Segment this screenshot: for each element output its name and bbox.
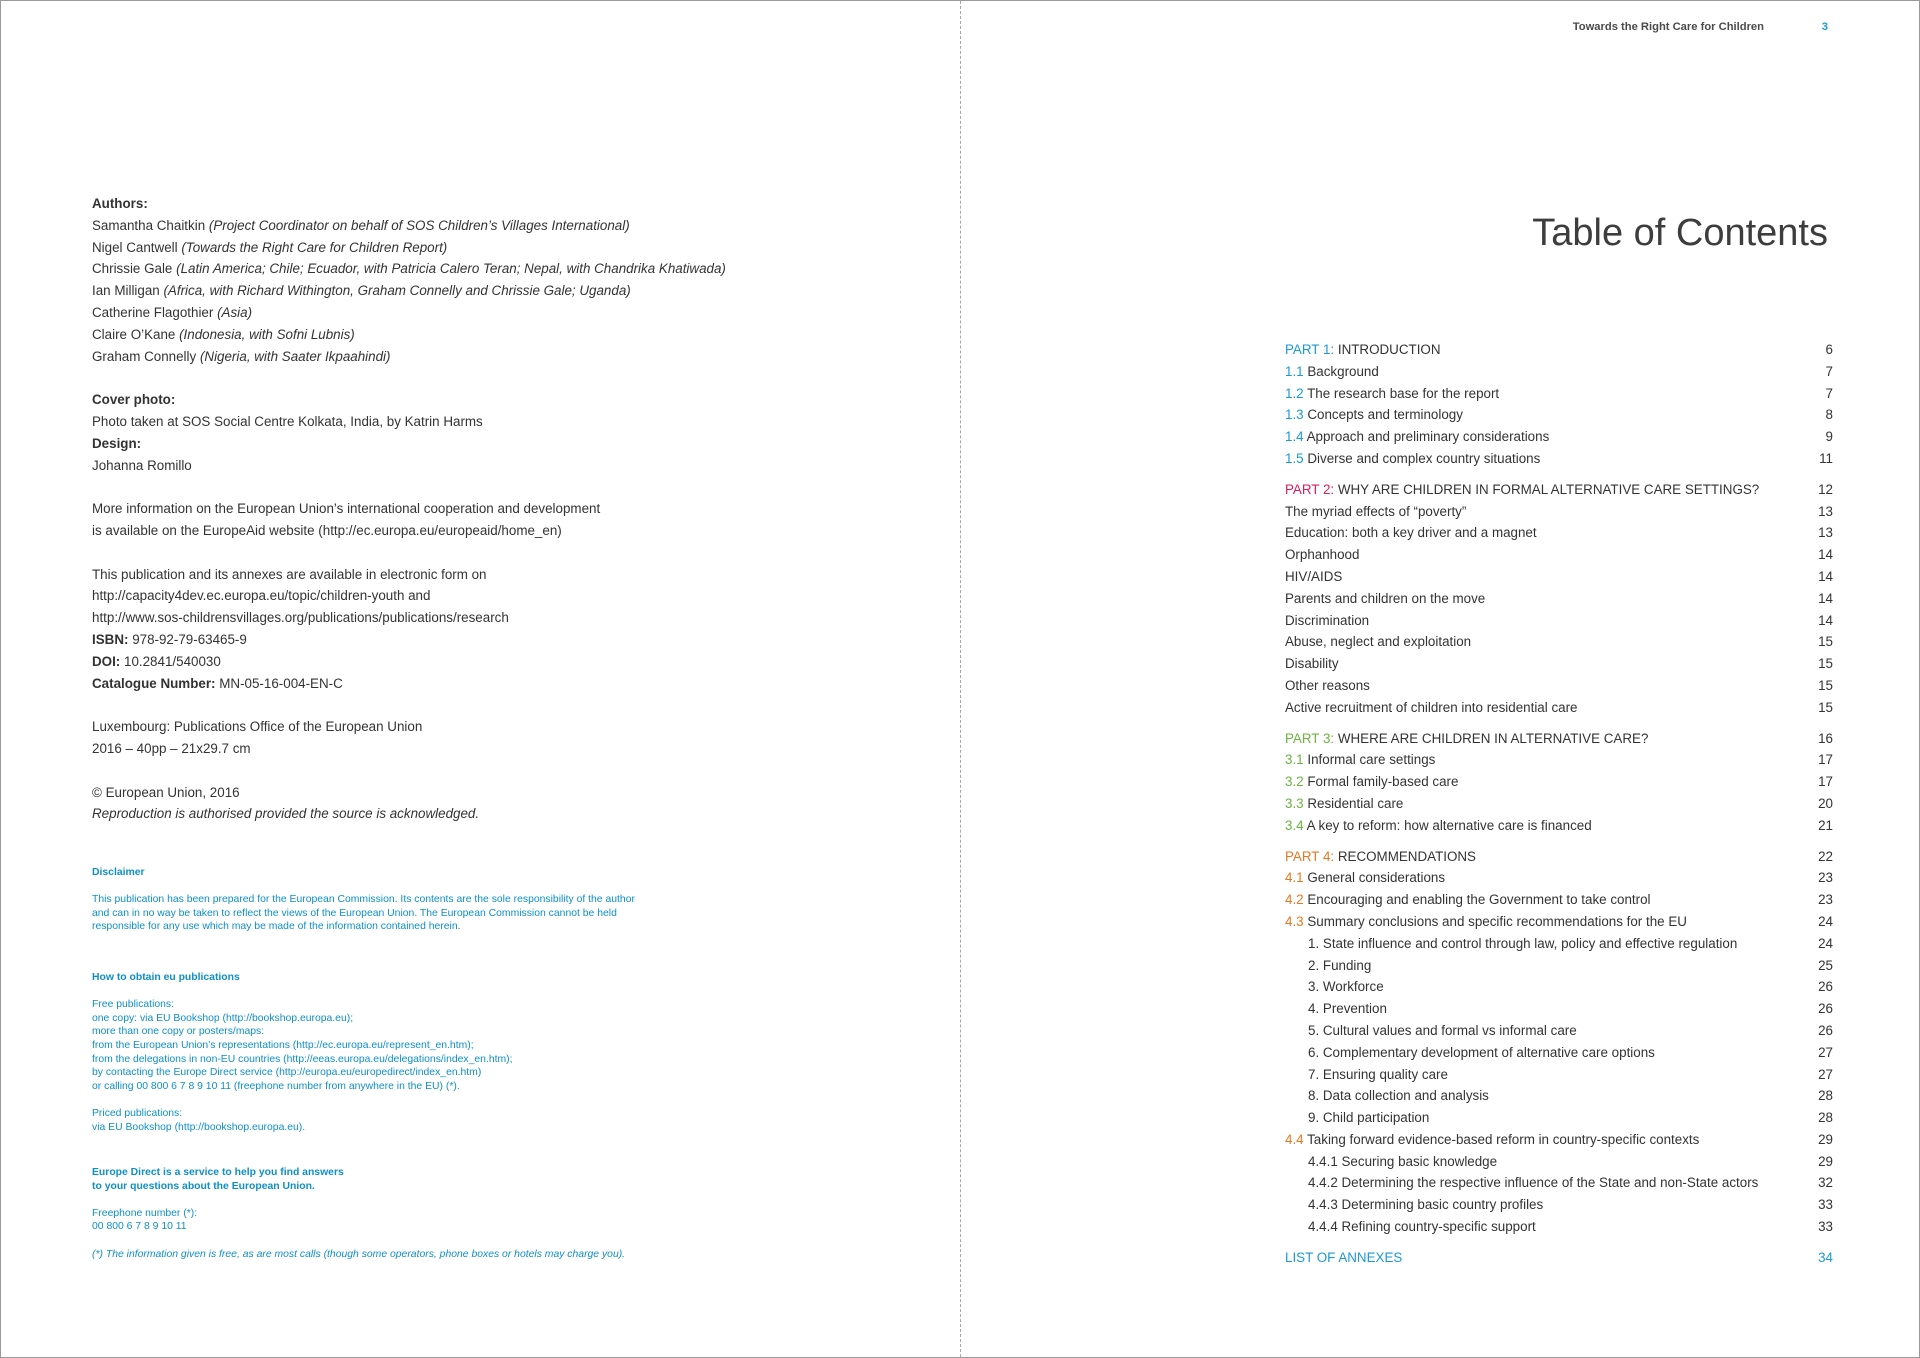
toc-entry-title: General considerations [1307,870,1446,886]
toc-entry-title: 6. Complementary development of alternative care options [1308,1044,1655,1060]
more-info-line: is available on the EuropeAid website (http://ec.europa.eu/europeaid/home_en) [92,522,562,538]
free-publications-line: or calling 00 800 6 7 8 9 10 11 (freephone number from anywhere in the EU) (*). [92,1080,460,1092]
toc-entry-page: 29 [1818,1153,1833,1169]
electronic-form-link: http://capacity4dev.ec.europa.eu/topic/children-youth and [92,588,431,604]
toc-entry-page: 21 [1818,817,1833,833]
toc-entry-title: Approach and preliminary considerations [1306,429,1550,445]
toc-entry-page: 14 [1818,612,1833,628]
freephone-number: 00 800 6 7 8 9 10 11 [92,1221,187,1233]
toc-part-entry[interactable] [1285,728,1833,750]
reproduction-line: Reproduction is authorised provided the source is acknowledged. [92,806,480,822]
format-line: 2016 – 40pp – 21x29.7 cm [92,740,251,756]
toc-entry-title: Background [1307,363,1379,379]
author-line [92,258,812,280]
toc-entry-page: 28 [1818,1110,1833,1126]
toc-entry-page: 15 [1818,699,1833,715]
isbn-line [92,629,812,651]
toc-entry-title: 4.4.3 Determining basic country profiles [1308,1197,1544,1213]
toc-entry-page: 27 [1818,1066,1833,1082]
toc-entry-title: INTRODUCTION [1337,342,1441,357]
toc-entry-page: 24 [1818,913,1833,929]
toc-entry-page: 14 [1818,590,1833,606]
toc-part-entry[interactable] [1285,479,1833,501]
toc-entry[interactable] [1285,911,1833,933]
author-line [92,302,812,324]
toc-entry[interactable] [1285,771,1833,793]
toc-subentry[interactable] [1285,1216,1833,1238]
toc-subentry[interactable] [1285,1151,1833,1173]
author-line [92,280,812,302]
toc-entry-number: PART 4: [1285,848,1335,864]
toc-entry-number: 1.1 [1285,363,1304,379]
right-page-contents [961,1,1919,1357]
toc-entry-page: 33 [1818,1197,1833,1213]
doi-value: 10.2841/540030 [124,653,221,669]
toc-annex-entry[interactable] [1285,1247,1833,1269]
free-publications-line: by contacting the Europe Direct service (http://europa.eu/europedirect/index_en.htm) [92,1067,482,1079]
toc-entry[interactable] [1285,588,1833,610]
toc-entry-page: 12 [1818,481,1833,497]
toc-entry-page: 25 [1818,957,1833,973]
author-name: Chrissie Gale [92,261,173,277]
imprint-block [92,193,812,825]
cover-photo-heading: Cover photo: [92,392,176,408]
toc-entry[interactable] [1285,610,1833,632]
author-name: Ian Milligan [92,283,160,299]
free-publications-line: one copy: via EU Bookshop (http://bookshop.europa.eu); [92,1012,354,1024]
free-publications-line: Free publications: [92,999,175,1011]
toc-entry[interactable] [1285,426,1833,448]
toc-entry-page: 16 [1818,730,1833,746]
toc-entry[interactable] [1285,566,1833,588]
catalogue-label: Catalogue Number: [92,675,216,691]
toc-entry-page: 28 [1818,1088,1833,1104]
toc-entry[interactable] [1285,889,1833,911]
toc-entry-page: 26 [1818,1022,1833,1038]
disclaimer-line: This publication has been prepared for the European Commission. Its contents are the sole responsibility of the author [92,894,635,906]
toc-entry-title: The myriad effects of “poverty” [1285,503,1467,519]
europe-direct-line: Europe Direct is a service to help you find answers [92,1167,344,1178]
toc-entry-title: Informal care settings [1307,752,1436,768]
author-name: Claire O’Kane [92,326,176,342]
toc-entry-title: Discrimination [1285,612,1370,628]
catalogue-value: MN-05-16-004-EN-C [219,675,343,691]
toc-entry[interactable] [1285,653,1833,675]
toc-entry-title: WHY ARE CHILDREN IN FORMAL ALTERNATIVE CARE SETTINGS? [1337,481,1760,497]
author-name: Graham Connelly [92,348,197,364]
toc-entry[interactable] [1285,697,1833,719]
toc-entry-number: 3.1 [1285,752,1304,768]
toc-subentry[interactable] [1285,1107,1833,1129]
toc-entry-page: 13 [1818,503,1833,519]
cover-photo-text: Photo taken at SOS Social Centre Kolkata, India, by Katrin Harms [92,413,483,429]
toc-entry-title: 4.4.1 Securing basic knowledge [1308,1153,1498,1169]
toc-entry-title: Active recruitment of children into residential care [1285,699,1578,715]
toc-entry-title: 2. Funding [1308,957,1372,973]
author-role: (Nigeria, with Saater Ikpaahindi) [199,348,391,364]
freephone-line: Freephone number (*): [92,1207,198,1219]
isbn-value: 978-92-79-63465-9 [132,631,247,647]
toc-entry-title: 4.4.2 Determining the respective influence of the State and non-State actors [1308,1175,1759,1191]
toc-entry-page: 15 [1818,634,1833,650]
toc-entry-page: 15 [1818,656,1833,672]
toc-entry-title: Residential care [1307,795,1404,811]
toc-entry[interactable] [1285,404,1833,426]
toc-entry[interactable] [1285,631,1833,653]
toc-subentry[interactable] [1285,1194,1833,1216]
priced-publications-line: Priced publications: [92,1107,183,1119]
toc-subentry[interactable] [1285,955,1833,977]
toc-entry-page: 8 [1825,407,1833,423]
author-role: (Project Coordinator on behalf of SOS Children’s Villages International) [208,217,630,233]
toc-entry-number: 4.2 [1285,892,1304,908]
europe-direct-line: to your questions about the European Union. [92,1180,315,1192]
author-name: Samantha Chaitkin [92,217,206,233]
toc-entry-page: 7 [1825,385,1833,401]
left-page-imprint [1,1,960,1357]
toc-entry-page: 26 [1818,1001,1833,1017]
author-role: (Asia) [217,304,253,320]
author-line [92,324,812,346]
toc-entry[interactable] [1285,522,1833,544]
toc-entry-page: 14 [1818,547,1833,563]
author-role: (Towards the Right Care for Children Report) [181,239,448,255]
toc-entry-number: 3.2 [1285,774,1304,790]
toc-entry-page: 17 [1818,774,1833,790]
toc-entry-page: 9 [1825,429,1833,445]
toc-entry-title: WHERE ARE CHILDREN IN ALTERNATIVE CARE? [1337,730,1649,746]
toc-entry-title: The research base for the report [1307,385,1500,401]
toc-entry-page: 29 [1818,1131,1833,1147]
toc-entry-number: 1.2 [1285,385,1304,401]
toc-entry-title: Summary conclusions and specific recommendations for the EU [1307,913,1687,929]
toc-entry-title: RECOMMENDATIONS [1337,848,1476,864]
free-publications-line: from the European Union’s representations (http://ec.europa.eu/represent_en.htm); [92,1039,474,1051]
author-line [92,215,812,237]
toc-entry-title: Orphanhood [1285,547,1360,563]
toc-subentry[interactable] [1285,1020,1833,1042]
toc-entry-page: 14 [1818,568,1833,584]
toc-subentry[interactable] [1285,1042,1833,1064]
toc-entry-title: 3. Workforce [1308,979,1384,995]
toc-entry-number: PART 1: [1285,342,1335,357]
toc-entry[interactable] [1285,544,1833,566]
author-role: (Latin America; Chile; Ecuador, with Patricia Calero Teran; Nepal, with Chandrika Khatiwada) [176,261,726,277]
toc-subentry[interactable] [1285,933,1833,955]
toc-entry[interactable] [1285,793,1833,815]
author-name: Nigel Cantwell [92,239,178,255]
disclaimer-line: and can in no way be taken to reflect the views of the European Union. The European Commission cannot be held [92,907,617,919]
toc-entry-title: 7. Ensuring quality care [1308,1066,1448,1082]
free-publications-line: from the delegations in non-EU countries (http://eeas.europa.eu/delegations/index_en.htm); [92,1053,513,1065]
toc-entry-title: Disability [1285,656,1339,672]
design-text: Johanna Romillo [92,457,192,473]
toc-entry-number: 4.3 [1285,913,1304,929]
toc-entry-page: 7 [1825,363,1833,379]
toc-entry-title: Other reasons [1285,677,1370,693]
toc-title: Table of Contents [1532,212,1828,255]
toc-entry-title: 4. Prevention [1308,1001,1387,1017]
toc-entry[interactable] [1285,867,1833,889]
toc-entry-number: 1.5 [1285,450,1304,466]
more-info-line: More information on the European Union’s international cooperation and development [92,501,601,517]
author-role: (Indonesia, with Sofni Lubnis) [179,326,355,342]
toc-entry-page: 17 [1818,752,1833,768]
catalogue-line [92,673,812,695]
toc-part-entry[interactable] [1285,339,1833,361]
toc-entry-page: 26 [1818,979,1833,995]
design-heading: Design: [92,435,142,451]
free-publications-line: more than one copy or posters/maps: [92,1026,265,1038]
toc-entry-title: Taking forward evidence-based reform in country-specific contexts [1307,1131,1700,1147]
toc-entry-page: 27 [1818,1044,1833,1060]
author-line [92,237,812,259]
authors-heading: Authors: [92,196,148,211]
toc-subentry[interactable] [1285,1064,1833,1086]
toc-entry-title: 8. Data collection and analysis [1308,1088,1489,1104]
doi-line [92,651,812,673]
disclaimer-heading: Disclaimer [92,867,145,878]
publisher-line: Luxembourg: Publications Office of the European Union [92,719,423,735]
toc-entry-page: 22 [1818,848,1833,864]
toc-entry-title: 9. Child participation [1308,1110,1430,1126]
toc-subentry[interactable] [1285,998,1833,1020]
copyright-line: © European Union, 2016 [92,784,240,800]
toc-entry-title: Encouraging and enabling the Government to take control [1307,892,1651,908]
authors-list [92,215,812,368]
electronic-form-link: http://www.sos-childrensvillages.org/publications/publications/research [92,610,509,626]
toc-entry-title: Parents and children on the move [1285,590,1486,606]
toc-entry[interactable] [1285,1129,1833,1151]
toc-entry-number: 3.4 [1285,817,1304,833]
toc-entry[interactable] [1285,448,1833,470]
toc-entry[interactable] [1285,501,1833,523]
author-name: Catherine Flagothier [92,304,214,320]
toc-entry-title: 4.4.4 Refining country-specific support [1308,1219,1536,1235]
obtain-heading: How to obtain eu publications [92,972,240,983]
toc-entry-page: 34 [1818,1249,1833,1265]
toc-entry[interactable] [1285,815,1833,837]
toc-entry-title: Abuse, neglect and exploitation [1285,634,1472,650]
toc-subentry[interactable] [1285,1172,1833,1194]
toc-entry-page: 23 [1818,892,1833,908]
toc-entry-number: 1.4 [1285,429,1304,445]
europe-direct-block [92,1166,812,1261]
toc-entry-number: 4.4 [1285,1131,1304,1147]
toc-entry-page: 23 [1818,870,1833,886]
toc-entry-title: LIST OF ANNEXES [1285,1249,1403,1265]
table-of-contents [1285,339,1833,1269]
disclaimer-block [92,866,812,934]
toc-entry-title: HIV/AIDS [1285,568,1343,584]
toc-entry-page: 11 [1819,450,1833,466]
toc-entry[interactable] [1285,383,1833,405]
toc-entry[interactable] [1285,749,1833,771]
electronic-form-line: This publication and its annexes are available in electronic form on [92,566,487,582]
toc-entry-title: Formal family-based care [1307,774,1459,790]
isbn-label: ISBN: [92,631,129,647]
toc-entry-title: A key to reform: how alternative care is financed [1306,817,1592,833]
toc-entry-page: 20 [1818,795,1833,811]
toc-entry-number: PART 2: [1285,481,1335,497]
toc-entry-page: 13 [1818,525,1833,541]
toc-entry[interactable] [1285,675,1833,697]
toc-entry-number: 1.3 [1285,407,1304,423]
toc-entry-title: Education: both a key driver and a magnet [1285,525,1537,541]
toc-entry-page: 33 [1818,1219,1833,1235]
toc-entry-page: 24 [1818,935,1833,951]
doi-label: DOI: [92,653,121,669]
author-line [92,346,812,368]
toc-entry-page: 15 [1818,677,1833,693]
footnote: (*) The information given is free, as are most calls (though some operators, phone boxes or hotels may charge you). [92,1248,626,1260]
disclaimer-line: responsible for any use which may be made of the information contained herein. [92,921,461,933]
author-role: (Africa, with Richard Withington, Graham Connelly and Chrissie Gale; Uganda) [163,283,631,299]
priced-publications-line: via EU Bookshop (http://bookshop.europa.eu). [92,1121,306,1133]
toc-entry-number: PART 3: [1285,730,1335,746]
page-number: 3 [1821,21,1828,33]
toc-entry-title: 1. State influence and control through law, policy and effective regulation [1308,935,1738,951]
toc-entry[interactable] [1285,361,1833,383]
toc-entry-number: 3.3 [1285,795,1304,811]
toc-entry-number: 4.1 [1285,870,1304,886]
toc-part-entry[interactable] [1285,846,1833,868]
toc-subentry[interactable] [1285,976,1833,998]
obtain-publications-block [92,971,812,1134]
running-title: Towards the Right Care for Children [1572,21,1764,33]
toc-entry-title: 5. Cultural values and formal vs informal care [1308,1022,1577,1038]
toc-entry-title: Concepts and terminology [1307,407,1463,423]
toc-entry-page: 32 [1818,1175,1833,1191]
toc-entry-page: 6 [1825,342,1833,357]
toc-subentry[interactable] [1285,1085,1833,1107]
toc-entry-title: Diverse and complex country situations [1307,450,1541,466]
